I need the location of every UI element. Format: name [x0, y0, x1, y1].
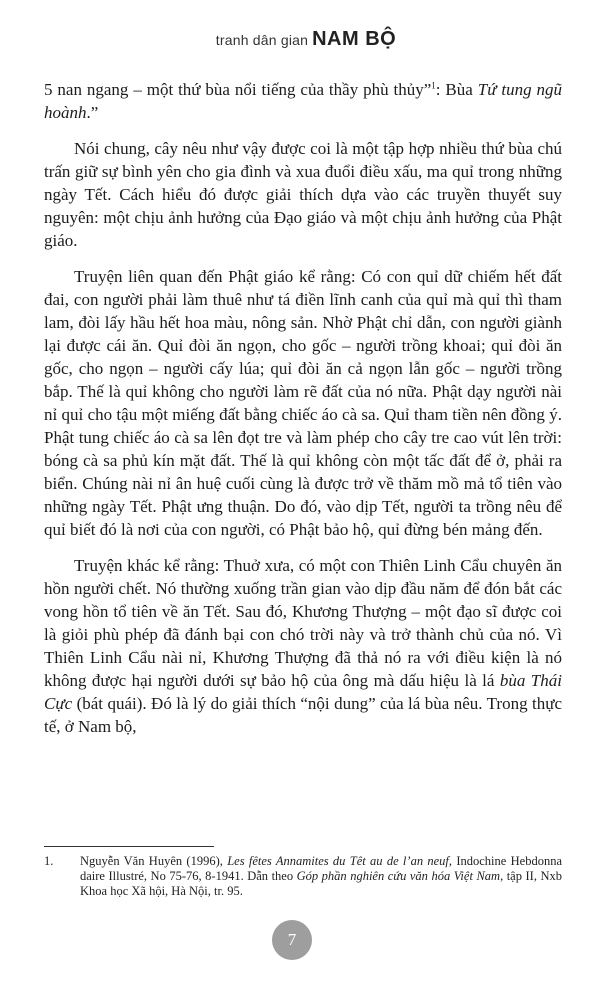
footnote-text [80, 854, 562, 899]
italic-text: bùa Thái Cực [44, 671, 562, 713]
footnote-ref: 1 [431, 80, 436, 91]
text-run: (bát quái). Đó là lý do giải thích “nội dung” của lá bùa nêu. Trong thực tế, ở Nam bộ, [44, 694, 562, 736]
italic-text: Tứ tung ngũ hoành [44, 80, 563, 122]
text-run: .” [86, 103, 99, 122]
italic-text: Góp phần nghiên cứu văn hóa Việt Nam [296, 869, 501, 883]
paragraph [44, 137, 562, 252]
text-run: Truyện khác kể rằng: Thuở xưa, có một con Thiên Linh Cẩu chuyên ăn hồn người chết. Nó thường xuống trần gian vào dịp đầu năm để đón bắt các vong hồn tổ tiên về ăn Tết. Sau đó, Khương Thượng – một đạo sĩ được coi là giỏi phù phép đã đánh bại con chó trời này và trở thành chủ của nó. Vì Thiên Linh Cẩu nài nỉ, Khương Thượng đã thả nó ra với điều kiện là nó không được hại người dưới sự bảo hộ của ông mà dấu hiệu là lá [44, 556, 562, 690]
paragraph [44, 554, 562, 738]
text-run: Nói chung, cây nêu như vậy được coi là một tập hợp nhiều thứ bùa chú trấn giữ sự bình yên cho gia đình và xua đuổi điều xấu, ma quỉ trong những ngày Tết. Cách hiểu đó được giải thích dựa vào các truyền thuyết suy nguyên: một chịu ảnh hưởng của Đạo giáo và một chịu ảnh hưởng của Phật giáo. [44, 139, 562, 250]
paragraph [44, 78, 562, 124]
italic-text: Les fêtes Annamites du Têt au de l’an neuf [227, 854, 449, 868]
running-head-subtitle: tranh dân gian [215, 32, 309, 48]
running-head [0, 28, 612, 51]
text-run: : Bùa [435, 80, 478, 99]
page-number-badge: 7 [272, 920, 312, 960]
body-text [44, 78, 562, 738]
text-run: , tập II, Nxb Khoa học Xã hội, Hà Nội, tr. 95. [80, 869, 563, 898]
footnote-number: 1. [44, 854, 54, 868]
paragraph [44, 265, 562, 541]
text-run: Truyện liên quan đến Phật giáo kể rằng: Có con quỉ dữ chiếm hết đất đai, con người phải làm thuê như tá điền lĩnh canh của quỉ mà quỉ thì tham lam, đòi lấy hầu hết hoa màu, nông sản. Nhờ Phật chỉ dẫn, con người giành lại được cái ăn. Quỉ đòi ăn ngọn, cho gốc – người trồng khoai; quỉ đòi ăn gốc, cho ngọn – người cấy lúa; quỉ đòi ăn cả ngọn lẫn gốc – người trồng bắp. Thế là quỉ không cho người làm rẽ đất của nó nữa. Phật dạy người nài nỉ quỉ cho tậu một miếng đất bằng chiếc áo cà sa. Quỉ tham tiền nên đồng ý. Phật tung chiếc áo cà sa lên đọt tre và làm phép cho cây tre cao vút lên trời: bóng cà sa phủ kín mặt đất. Thế là quỉ không còn một tấc đất để ở, phải ra biển. Chúng nài nỉ ân huệ cuối cùng là được trở về thăm mồ mả tổ tiên vào những ngày Tết. Phật ưng thuận. Do đó, vào dịp Tết, người ta trồng nêu để quỉ biết đó là nơi của con người, có Phật bảo hộ, quỉ đừng bén mảng đến. [44, 267, 562, 539]
running-head-title: NAM BỘ [312, 28, 397, 50]
text-run: , Indochine Hebdonna daire Illustré, No 75-76, 8-1941. Dẫn theo [80, 854, 563, 883]
footnote-divider [44, 846, 214, 847]
footnote [44, 854, 562, 899]
text-run: Nguyễn Văn Huyên (1996), [80, 854, 228, 868]
text-run: 5 nan ngang – một thứ bùa nổi tiếng của thầy phù thủy” [44, 80, 432, 99]
